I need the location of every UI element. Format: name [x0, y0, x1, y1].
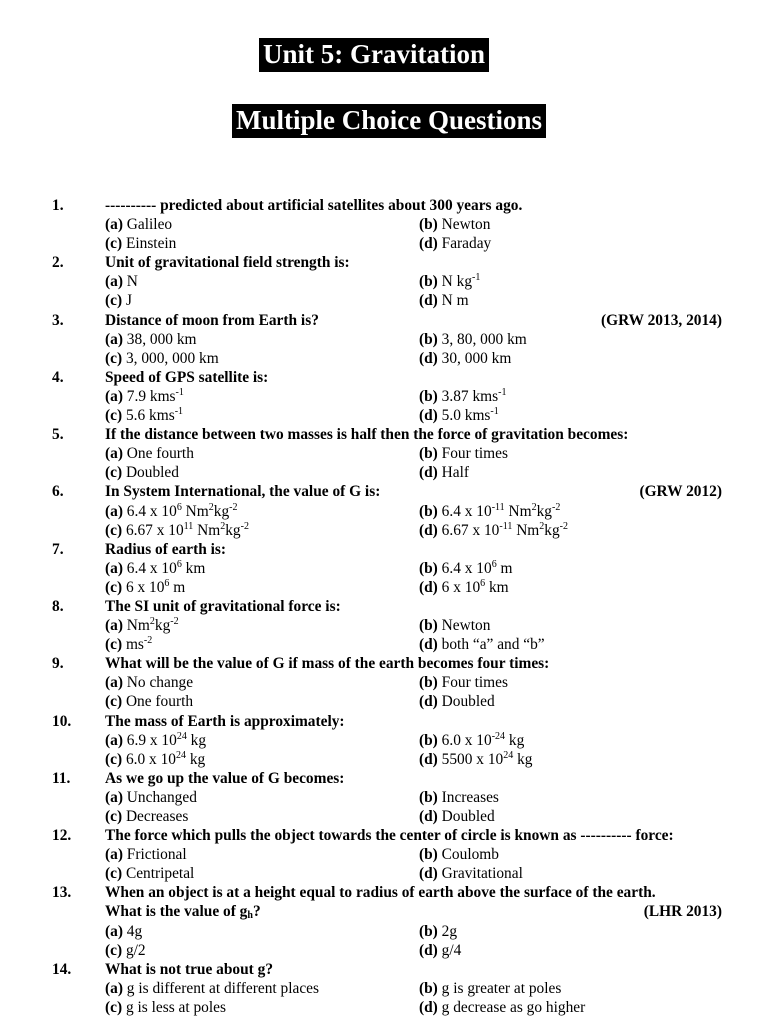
option-a: (a) No change — [105, 674, 194, 692]
option-d: (d) both “a” and “b” — [419, 636, 545, 654]
question-3 — [0, 311, 768, 368]
option-d: (d) 5.0 kms$^{-1}$ — [419, 406, 499, 425]
question-stem: Radius of earth is: — [105, 540, 226, 558]
question-stem: The force which pulls the object towards the center of circle is known as ---------- force: — [105, 827, 674, 845]
option-b: (b) 6.4 x $10^{-11}$ $Nm^2kg^{-2}$ — [419, 501, 561, 520]
question-number: 13. — [52, 884, 72, 902]
question-stem: What will be the value of G if mass of the earth becomes four times: — [105, 655, 550, 673]
question-number: 7. — [52, 540, 64, 558]
question-number: 5. — [52, 426, 64, 444]
option-c: (c) Decreases — [105, 808, 189, 825]
option-c: (c) J — [105, 292, 132, 310]
option-b: (b) 3.87 kms$^{-1}$ — [419, 386, 507, 405]
option-b: (b) Coulomb — [419, 846, 499, 864]
question-4 — [0, 368, 768, 425]
option-b: (b) 3, 80, 000 km — [419, 330, 527, 348]
option-b: (b) 6.4 x $10^6$ m — [419, 558, 513, 577]
question-10 — [0, 712, 768, 769]
question-number: 11. — [52, 769, 71, 787]
question-8 — [0, 597, 768, 654]
option-b: (b) 6.0 x $10^{-24}$ kg — [419, 730, 525, 749]
question-5 — [0, 425, 768, 482]
option-b: (b) Four times — [419, 445, 508, 463]
option-b: (b) Four times — [419, 674, 508, 692]
question-reference: (GRW 2013, 2014) — [600, 311, 722, 329]
question-1 — [0, 196, 768, 253]
option-a: (a) $Nm^2kg^{-2}$ — [105, 616, 179, 635]
option-d: (d) g/4 — [419, 941, 462, 959]
option-c: (c) 3, 000, 000 km — [105, 349, 219, 367]
option-a: (a) 6.4 x $10^6$ km — [105, 558, 206, 577]
question-13 — [0, 883, 768, 959]
option-b: (b) Increases — [419, 788, 499, 806]
question-6 — [0, 482, 768, 539]
option-d: (d) Half — [419, 464, 470, 482]
option-a: (a) g is different at different places — [105, 979, 319, 997]
option-b: (b) N $kg^{-1}$ — [419, 272, 481, 291]
option-d: (d) 6.67 x $10^{-11}$ $Nm^2kg^{-2}$ — [419, 520, 569, 539]
question-number: 3. — [52, 311, 64, 329]
option-c: (c) Centripetal — [105, 865, 195, 883]
question-list — [0, 196, 768, 1017]
question-stem: The mass of Earth is approximately: — [105, 712, 345, 730]
question-11 — [0, 769, 768, 826]
question-reference: (GRW 2012) — [639, 483, 722, 501]
question-number: 14. — [52, 960, 72, 978]
option-c: (c) g/2 — [105, 941, 146, 959]
option-d: (d) N m — [419, 292, 469, 310]
option-c: (c) One fourth — [105, 693, 194, 711]
question-number: 12. — [52, 827, 72, 845]
question-12 — [0, 826, 768, 883]
section-title: Multiple Choice Questions — [232, 104, 546, 138]
question-number: 9. — [52, 655, 64, 673]
option-d: (d) Doubled — [419, 808, 495, 825]
option-d: (d) Faraday — [419, 235, 492, 253]
option-c: (c) 5.6 kms$^{-1}$ — [105, 406, 184, 425]
question-stem: In System International, the value of G is: — [105, 483, 381, 501]
option-c: (c) Einstein — [105, 235, 177, 253]
option-d: (d) Gravitational — [419, 865, 523, 883]
question-stem: ---------- predicted about artificial satellites about 300 years ago. — [105, 197, 523, 214]
option-a: (a) 6.4 x $10^6$ $Nm^2kg^{-2}$ — [105, 501, 238, 520]
option-b: (b) Newton — [419, 216, 491, 234]
option-a: (a) Galileo — [105, 216, 173, 234]
option-a: (a) Unchanged — [105, 788, 197, 806]
question-stem: As we go up the value of G becomes: — [105, 769, 345, 787]
question-number: 10. — [52, 712, 72, 730]
option-d: (d) 30, 000 km — [419, 349, 512, 367]
question-number: 1. — [52, 197, 64, 214]
option-c: (c) 6.67 x $10^{11}$ $Nm^2kg^{-2}$ — [105, 520, 249, 539]
question-14 — [0, 960, 768, 1017]
option-b: (b) 2g — [419, 922, 458, 940]
question-number: 8. — [52, 597, 64, 615]
option-a: (a) N — [105, 273, 138, 291]
option-a: (a) 4g — [105, 922, 143, 940]
option-a: (a) 38, 000 km — [105, 330, 197, 348]
option-d: (d) 6 x $10^6$ km — [419, 577, 509, 596]
option-c: (c) 6.0 x $10^{24}$ kg — [105, 749, 206, 768]
question-reference: (LHR 2013) — [643, 903, 722, 921]
option-b: (b) g is greater at poles — [419, 979, 562, 997]
question-9 — [0, 654, 768, 711]
question-number: 6. — [52, 483, 64, 501]
question-stem: What is not true about g? — [105, 960, 274, 978]
question-stem: Distance of moon from Earth is? — [105, 311, 319, 329]
question-7 — [0, 540, 768, 597]
option-a: (a) One fourth — [105, 445, 194, 463]
question-number: 4. — [52, 368, 64, 386]
option-d: (d) Doubled — [419, 693, 495, 711]
option-a: (a) 6.9 x $10^{24}$ kg — [105, 730, 207, 749]
question-number: 2. — [52, 254, 64, 272]
option-a: (a) Frictional — [105, 846, 187, 864]
option-c: (c) g is less at poles — [105, 998, 226, 1016]
option-b: (b) Newton — [419, 617, 491, 635]
question-2 — [0, 253, 768, 310]
question-stem: Speed of GPS satellite is: — [105, 368, 269, 386]
option-d: (d) 5500 x $10^{24}$ kg — [419, 749, 533, 768]
question-stem: If the distance between two masses is half then the force of gravitation becomes: — [105, 426, 629, 444]
option-a: (a) 7.9 kms$^{-1}$ — [105, 386, 184, 405]
option-c: (c) 6 x $10^6$ m — [105, 577, 186, 596]
option-c: (c) Doubled — [105, 464, 179, 482]
unit-title: Unit 5: Gravitation — [259, 38, 489, 72]
question-stem: When an object is at a height equal to radius of earth above the surface of the earth. — [105, 884, 656, 902]
question-stem: The SI unit of gravitational force is: — [105, 597, 341, 615]
question-stem: Unit of gravitational field strength is: — [105, 254, 350, 272]
option-d: (d) g decrease as go higher — [419, 998, 586, 1016]
option-c: (c) $ms^{-2}$ — [105, 635, 153, 654]
question-stem-continued: What is the value of $g_h$? — [105, 903, 261, 922]
